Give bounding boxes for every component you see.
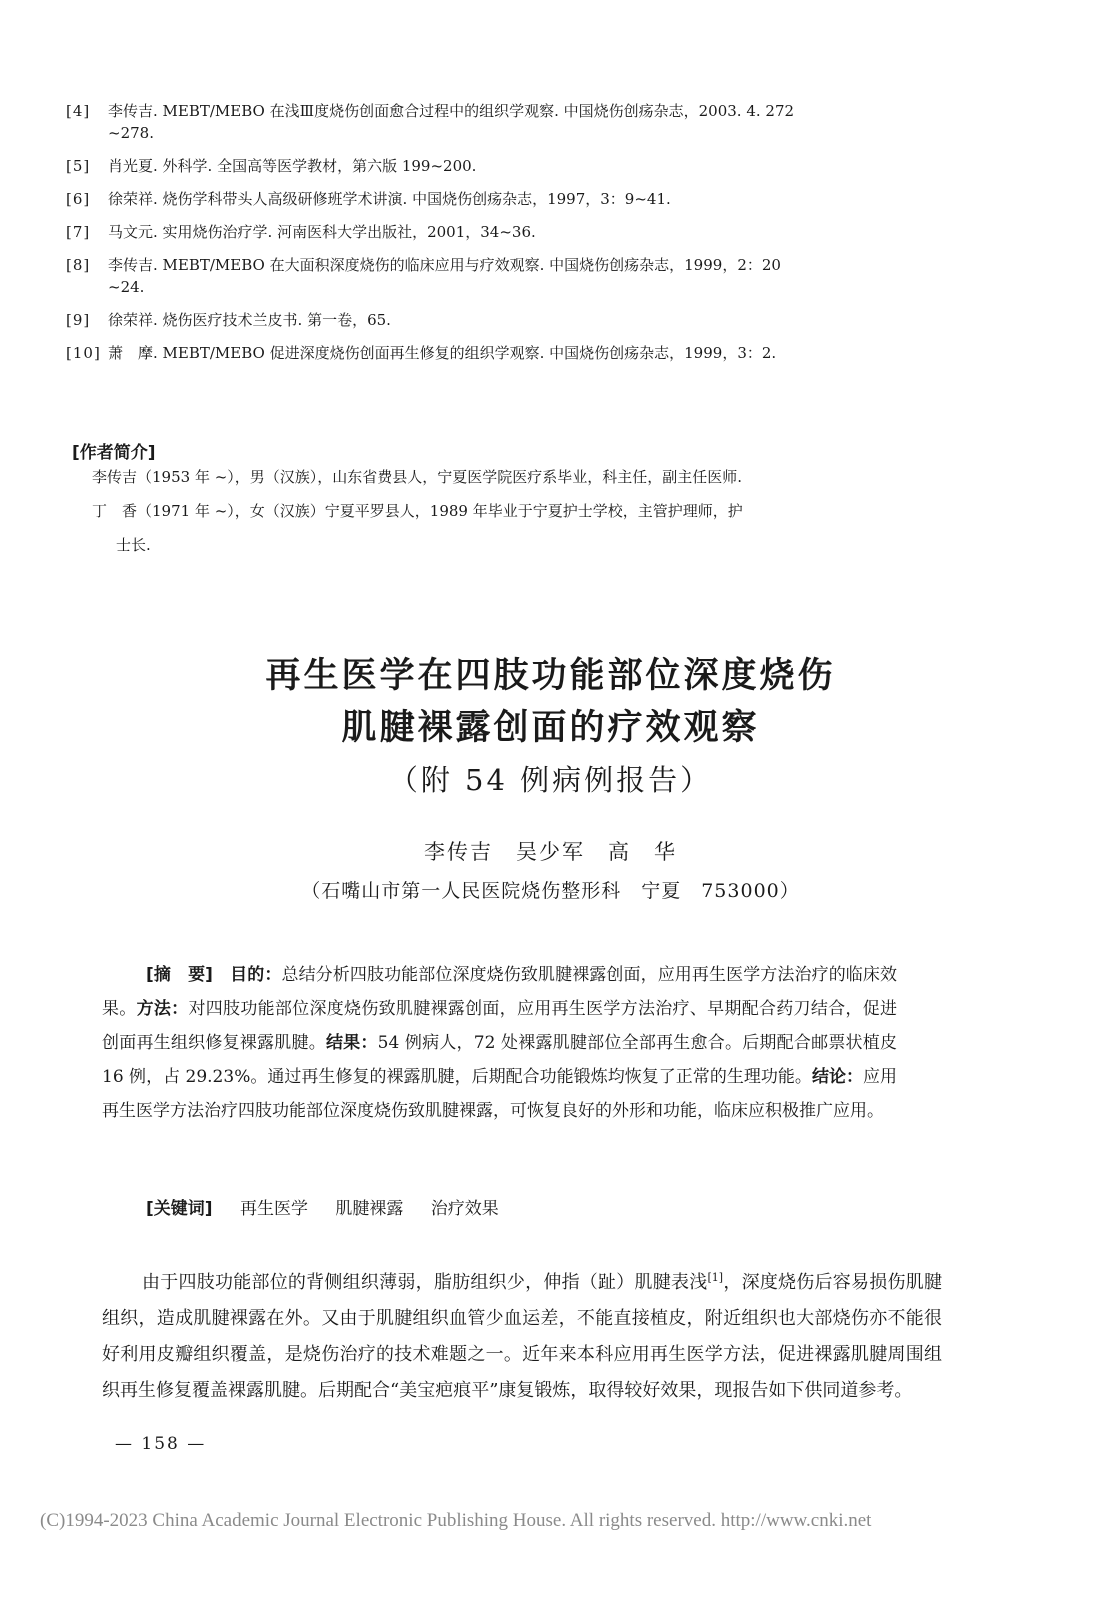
article-title: 肌腱裸露创面的疗效观察 <box>341 708 760 748</box>
author-bio-line: 士长. <box>116 536 151 554</box>
result-text: 54 例病人，72 处裸露肌腱部位全部再生愈合。后期配合邮票状植皮 16 例，占 29.23%。通过再生修复的裸露肌腱，后期配合功能锻炼均恢复了正常的生理功能。 <box>102 1033 898 1087</box>
reference-number: [6] <box>66 190 91 208</box>
body-text: 由于四肢功能部位的背侧组织薄弱，脂肪组织少，伸指（趾）肌腱表浅 <box>142 1272 708 1293</box>
author-bio: 李传吉（1953 年 ~），男（汉族），山东省费县人，宁夏医学院医疗系毕业，科主任，副主任医师. <box>92 468 743 486</box>
reference-number: [5] <box>66 157 91 175</box>
conclusion-label: 结论： <box>811 1067 863 1087</box>
reference-item <box>66 254 966 298</box>
conclusion-text: 应用再生医学方法治疗四肢功能部位深度烧伤致肌腱裸露，可恢复良好的外形和功能，临床应积极推广应用。 <box>102 1067 898 1121</box>
keyword: 治疗效果 <box>430 1199 499 1219</box>
reference-item <box>66 155 966 177</box>
page-number: — 158 — <box>115 1434 207 1454</box>
keyword: 肌腱裸露 <box>335 1199 404 1219</box>
reference-item <box>66 100 966 144</box>
reference-text: 肖光夏. 外科学. 全国高等医学教材，第六版 199~200. <box>108 157 477 175</box>
reference-text: 李传吉. MEBT/MEBO 在浅Ⅲ度烧伤创面愈合过程中的组织学观察. 中国烧伤创疡杂志，2003. 4. 272 ~278. <box>108 102 795 142</box>
affiliation: （石嘴山市第一人民医院烧伤整形科 宁夏 753000） <box>301 880 800 902</box>
body-paragraph <box>102 1260 942 1409</box>
abstract <box>102 958 897 1128</box>
reference-item <box>66 188 966 210</box>
abstract-label: [摘 要] <box>146 965 213 985</box>
article-title: 再生医学在四肢功能部位深度烧伤 <box>265 656 836 696</box>
reference-number: [9] <box>66 311 91 329</box>
reference-number: [8] <box>66 256 91 274</box>
method-text: 对四肢功能部位深度烧伤致肌腱裸露创面，应用再生医学方法治疗、早期配合药刀结合，促进创面再生组织修复裸露肌腱。 <box>102 999 898 1053</box>
author-bio-line: 丁 香（1971 年 ~），女（汉族）宁夏平罗县人，1989 年毕业于宁夏护士学校，主管护理师，护 <box>92 502 743 520</box>
reference-item <box>66 342 966 364</box>
author-intro-heading: [作者简介] <box>72 443 156 463</box>
purpose-label: 目的： <box>230 965 282 985</box>
body-text: ，深度烧伤后容易损伤肌腱组织，造成肌腱裸露在外。又由于肌腱组织血管少血运差，不能直接植皮，附近组织也大部烧伤亦不能很好利用皮瓣组织覆盖，是烧伤治疗的技术难题之一。近年来本科应用再生医学方法，促进裸露肌腱周围组织再生修复覆盖裸露肌腱。后期配合“美宝疤痕平”康复锻炼，取得较好效果，现报告如下供同道参考。 <box>102 1272 942 1401</box>
reference-item <box>66 309 966 331</box>
keywords <box>146 1194 521 1219</box>
copyright-footer: (C)1994-2023 China Academic Journal Electronic Publishing House. All rights reserved. http://www.cnki.net <box>40 1510 872 1531</box>
article-subtitle: （附 54 例病例报告） <box>388 763 713 797</box>
keywords-label: [关键词] <box>146 1199 213 1219</box>
keyword: 再生医学 <box>239 1199 308 1219</box>
reference-text: 马文元. 实用烧伤治疗学. 河南医科大学出版社，2001，34~36. <box>108 223 536 241</box>
purpose-text: 总结分析四肢功能部位深度烧伤致肌腱裸露创面，应用再生医学方法治疗的临床效果。 <box>102 965 898 1019</box>
reference-item <box>66 221 966 243</box>
reference-text: 徐荣祥. 烧伤医疗技术兰皮书. 第一卷，65. <box>108 311 391 329</box>
reference-number: [7] <box>66 223 91 241</box>
method-label: 方法： <box>136 999 189 1019</box>
author-bio <box>92 494 952 562</box>
reference-list <box>66 100 966 375</box>
reference-number: [10] <box>66 344 101 362</box>
citation-mark: [1] <box>707 1271 724 1284</box>
result-label: 结果： <box>325 1033 378 1053</box>
author-list: 李传吉 吴少军 高 华 <box>424 840 677 864</box>
reference-text: 徐荣祥. 烧伤学科带头人高级研修班学术讲演. 中国烧伤创疡杂志，1997，3：9~41. <box>108 190 671 208</box>
reference-number: [4] <box>66 102 91 120</box>
reference-text: 萧 摩. MEBT/MEBO 促进深度烧伤创面再生修复的组织学观察. 中国烧伤创疡杂志，1999，3：2. <box>108 344 777 362</box>
reference-text: 李传吉. MEBT/MEBO 在大面积深度烧伤的临床应用与疗效观察. 中国烧伤创疡杂志，1999，2：20 ~24. <box>108 256 781 296</box>
